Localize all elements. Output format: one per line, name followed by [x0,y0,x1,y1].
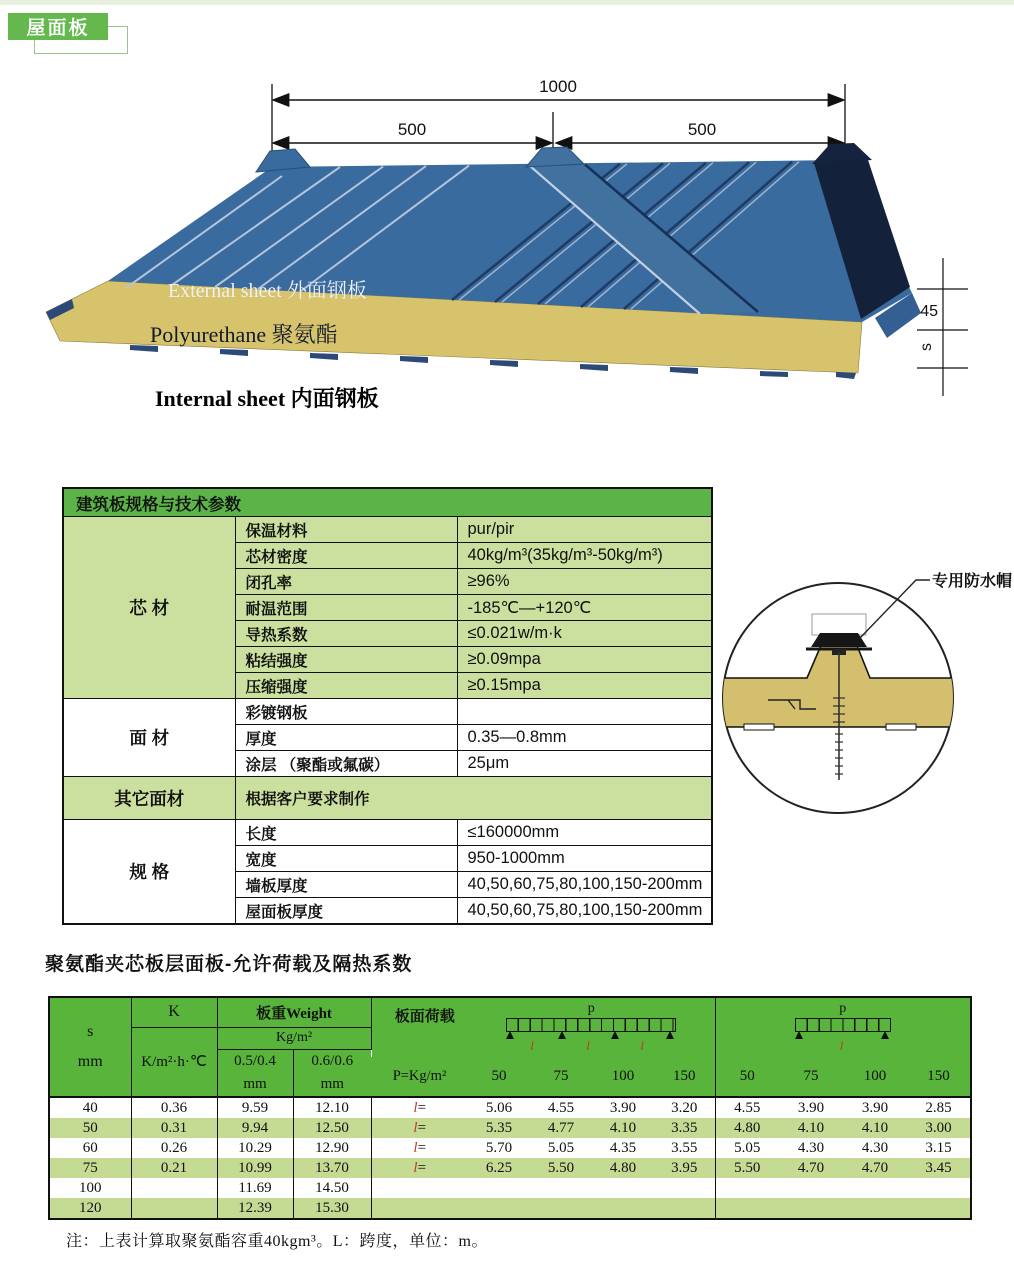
span-value-continuous: 3.90 [592,1097,654,1118]
dimension-value-1000: 1000 [539,77,577,96]
spec-table-title: 建筑板规格与技术参数 [63,488,712,517]
span-col-header: 50 [468,1057,530,1097]
span-l-mark: l [640,1037,644,1053]
load-table-body [49,1097,971,1219]
thickness-value: 50 [49,1118,131,1138]
cap-callout-box [812,614,866,635]
red-l: l [413,1159,418,1176]
spec-param-value: 950-1000mm [457,846,712,872]
spec-row [63,777,712,820]
weight-value: 10.29 [217,1138,293,1158]
load-header-row-1 [49,997,971,1027]
weight-value: 12.50 [293,1118,371,1138]
k-value: 0.36 [131,1097,217,1118]
span-value-simple [779,1178,843,1198]
spec-param-label: 屋面板厚度 [235,898,457,925]
s-unit-label: mm [77,1053,103,1070]
distributed-load-bar [795,1018,891,1032]
beam-continuous-cell [468,997,715,1057]
span-value-continuous: 4.77 [530,1118,592,1138]
spec-param-label: 长度 [235,820,457,846]
weight-value: 15.30 [293,1198,371,1219]
span-value-simple: 4.10 [779,1118,843,1138]
load-row [49,1178,971,1198]
load-table [48,996,972,1220]
spec-param-value: 40,50,60,75,80,100,150-200mm [457,898,712,925]
span-value-continuous: 4.10 [592,1118,654,1138]
weight-value: 9.94 [217,1118,293,1138]
thickness-value: 60 [49,1138,131,1158]
span-value-continuous [530,1198,592,1219]
weight-value: 14.50 [293,1178,371,1198]
weight-value: 13.70 [293,1158,371,1178]
thickness-value: 120 [49,1198,131,1219]
dimension-value-500-left: 500 [397,120,427,139]
support-icon [558,1031,566,1039]
spec-table-body [63,517,712,925]
spec-table [62,487,713,925]
equals-sign: = [417,1119,427,1136]
spec-param-value: ≤160000mm [457,820,712,846]
spec-param-label: 彩镀钢板 [235,699,457,725]
col-s-header [49,997,131,1097]
col-p-header: P=Kg/m² [371,1057,468,1097]
load-p-label: p [839,1000,847,1016]
col-thickness1-header [217,1049,293,1097]
thickness-dimension [917,258,968,396]
span-value-continuous: 3.35 [654,1118,715,1138]
support-icon [795,1031,803,1039]
span-col-header: 150 [654,1057,715,1097]
load-row [49,1198,971,1219]
span-value-continuous: 5.35 [468,1118,530,1138]
span-value-simple: 4.70 [843,1158,907,1178]
l-equals-cell [371,1138,468,1158]
footnote: 注：上表计算取聚氨酯容重40kgm³。L：跨度，单位：m。 [66,1233,488,1250]
spec-group-label: 规 格 [63,820,235,925]
thickness-value: 75 [49,1158,131,1178]
span-value-continuous: 3.20 [654,1097,715,1118]
polyurethane-label: Polyurethane 聚氨酯 [150,322,338,347]
span-value-simple: 3.90 [779,1097,843,1118]
page-tag-badge: 屋面板 [8,13,108,40]
support-icon [611,1031,619,1039]
span-value-continuous: 5.06 [468,1097,530,1118]
span-value-simple: 4.80 [715,1118,779,1138]
span-value-continuous [530,1178,592,1198]
thickness-value: 100 [49,1178,131,1198]
span-value-continuous: 5.05 [547,1139,575,1156]
spec-group-label: 其它面材 [63,777,235,820]
spec-table-header [63,488,712,517]
l-equals-cell [371,1198,468,1219]
l-equals-cell [371,1097,468,1118]
spec-param-value: -185℃—+120℃ [457,595,712,621]
span-value-continuous [654,1198,715,1219]
distributed-load-bar [506,1018,676,1032]
k-value: 0.26 [131,1138,217,1158]
spec-param-label: 保温材料 [235,517,457,543]
weight-value: 12.90 [293,1138,371,1158]
span-value-simple [907,1198,971,1219]
spec-param-label: 厚度 [235,725,457,751]
span-value-continuous: 4.35 [609,1139,637,1156]
col-k-header: K [131,997,217,1027]
span-value-continuous: 4.55 [530,1097,592,1118]
spec-span-value: 根据客户要求制作 [235,777,712,820]
equals-sign: = [417,1099,427,1116]
thickness2-value: 0.6/0.6 [311,1053,354,1070]
equals-sign: = [417,1139,427,1156]
k-value: 0.21 [131,1158,217,1178]
span-l-mark: l [530,1037,534,1053]
l-equals-cell [371,1158,468,1178]
l-equals-cell [371,1118,468,1138]
col-weight-unit: Kg/m² [217,1027,371,1049]
load-row [49,1097,971,1118]
s-label: s [87,1023,94,1040]
spec-param-value: 25μm [457,751,712,777]
load-row [49,1158,971,1178]
red-l: l [413,1119,418,1136]
sheet-notch [886,724,916,730]
span-value-continuous [468,1198,530,1219]
spec-param-value: ≥96% [457,569,712,595]
spec-row [63,820,712,846]
span-value-simple: 4.30 [861,1139,889,1156]
span-value-simple: 3.00 [907,1118,971,1138]
spec-param-value: 0.35—0.8mm [457,725,712,751]
span-l-mark: l [586,1037,590,1053]
span-value-simple: 5.05 [715,1138,779,1158]
spec-param-value: ≥0.15mpa [457,673,712,699]
weight-value: 12.39 [217,1198,293,1219]
k-value: 0.31 [131,1118,217,1138]
span-value-simple [843,1198,907,1219]
thickness1-unit: mm [243,1075,267,1092]
span-value-continuous: 5.50 [530,1158,592,1178]
span-value-simple: 4.30 [797,1139,825,1156]
span-value-continuous [592,1178,654,1198]
spec-param-label: 压缩强度 [235,673,457,699]
internal-sheet-label: Internal sheet 内面钢板 [155,386,379,411]
spec-param-label: 闭孔率 [235,569,457,595]
span-col-header: 100 [843,1057,907,1097]
span-l-mark: l [839,1037,844,1053]
external-sheet-label: External sheet 外面钢板 [168,280,367,302]
spec-param-label: 涂层 （聚酯或氟碳） [235,751,457,777]
spec-param-label: 耐温范围 [235,595,457,621]
span-value-simple: 5.50 [715,1158,779,1178]
spec-param-value [457,699,712,725]
spec-param-value: ≥0.09mpa [457,647,712,673]
span-value-continuous [468,1178,530,1198]
beam-simple-cell [715,997,971,1057]
panel-diagram [0,0,1014,480]
spec-param-label: 导热系数 [235,621,457,647]
col-thickness2-header [293,1049,371,1097]
spec-param-value: pur/pir [457,517,712,543]
spec-param-label: 宽度 [235,846,457,872]
equals-sign: = [417,1159,427,1176]
spec-param-label: 粘结强度 [235,647,457,673]
red-l: l [413,1099,418,1116]
span-value-simple: 3.90 [843,1097,907,1118]
col-k-unit: K/m²·h·℃ [131,1027,217,1097]
span-col-header: 150 [907,1057,971,1097]
span-value-simple [779,1198,843,1219]
thickness1-value: 0.5/0.4 [234,1053,276,1070]
span-value-simple [907,1178,971,1198]
support-icon [666,1031,674,1039]
spec-group-label: 芯 材 [63,517,235,699]
span-value-continuous: 3.55 [671,1139,698,1156]
k-value [131,1198,217,1219]
load-table-title: 聚氨酯夹芯板层面板-允许荷载及隔热系数 [45,954,413,975]
span-value-continuous: 6.25 [468,1158,530,1178]
l-equals-cell [371,1178,468,1198]
support-icon [506,1031,514,1039]
span-value-simple [715,1178,779,1198]
span-value-simple [843,1178,907,1198]
beam-diagram-simple [795,1000,891,1056]
joint-detail-diagram [710,548,1014,820]
beam-diagram-continuous [506,1000,676,1056]
red-l: l [413,1139,418,1156]
dimension-value-500-right: 500 [687,120,717,139]
spec-group-label: 面 材 [63,699,235,777]
spec-row [63,517,712,543]
load-row [49,1138,971,1158]
load-p-label: p [587,1000,595,1016]
core-thickness-value: s [918,343,935,351]
span-value-continuous: 5.70 [485,1139,513,1156]
load-label: 板面荷载 [394,1009,455,1025]
middle-rib [526,147,584,167]
span-value-continuous [592,1198,654,1219]
support-icon [881,1031,889,1039]
span-value-continuous: 4.80 [592,1158,654,1178]
waterproof-cap-label: 专用防水帽 [932,573,1013,590]
spec-param-value: 40,50,60,75,80,100,150-200mm [457,872,712,898]
waterproof-cap [811,633,867,647]
spec-param-label: 墙板厚度 [235,872,457,898]
spec-param-label: 芯材密度 [235,543,457,569]
weight-value: 11.69 [217,1178,293,1198]
col-load-header [371,997,468,1057]
span-value-continuous [654,1178,715,1198]
col-weight-header: 板重Weight [217,997,371,1027]
rib-height-value: 45 [920,303,938,320]
span-value-continuous: 3.95 [654,1158,715,1178]
span-value-simple: 4.70 [779,1158,843,1178]
span-value-simple: 3.15 [925,1139,952,1156]
weight-value: 12.10 [293,1097,371,1118]
span-value-simple: 4.55 [715,1097,779,1118]
span-col-header: 75 [530,1057,592,1097]
load-row [49,1118,971,1138]
thickness2-unit: mm [320,1075,344,1092]
spec-row [63,699,712,725]
k-value [131,1178,217,1198]
span-value-simple: 4.10 [843,1118,907,1138]
span-value-simple [715,1198,779,1219]
span-col-header: 100 [592,1057,654,1097]
span-col-header: 75 [779,1057,843,1097]
span-col-header: 50 [715,1057,779,1097]
thickness-value: 40 [49,1097,131,1118]
weight-value: 10.99 [217,1158,293,1178]
sheet-notch [744,724,774,730]
weight-value: 9.59 [217,1097,293,1118]
span-value-simple: 3.45 [907,1158,971,1178]
span-value-simple: 2.85 [907,1097,971,1118]
spec-param-value: ≤0.021w/m·k [457,621,712,647]
spec-param-value: 40kg/m³(35kg/m³-50kg/m³) [457,543,712,569]
